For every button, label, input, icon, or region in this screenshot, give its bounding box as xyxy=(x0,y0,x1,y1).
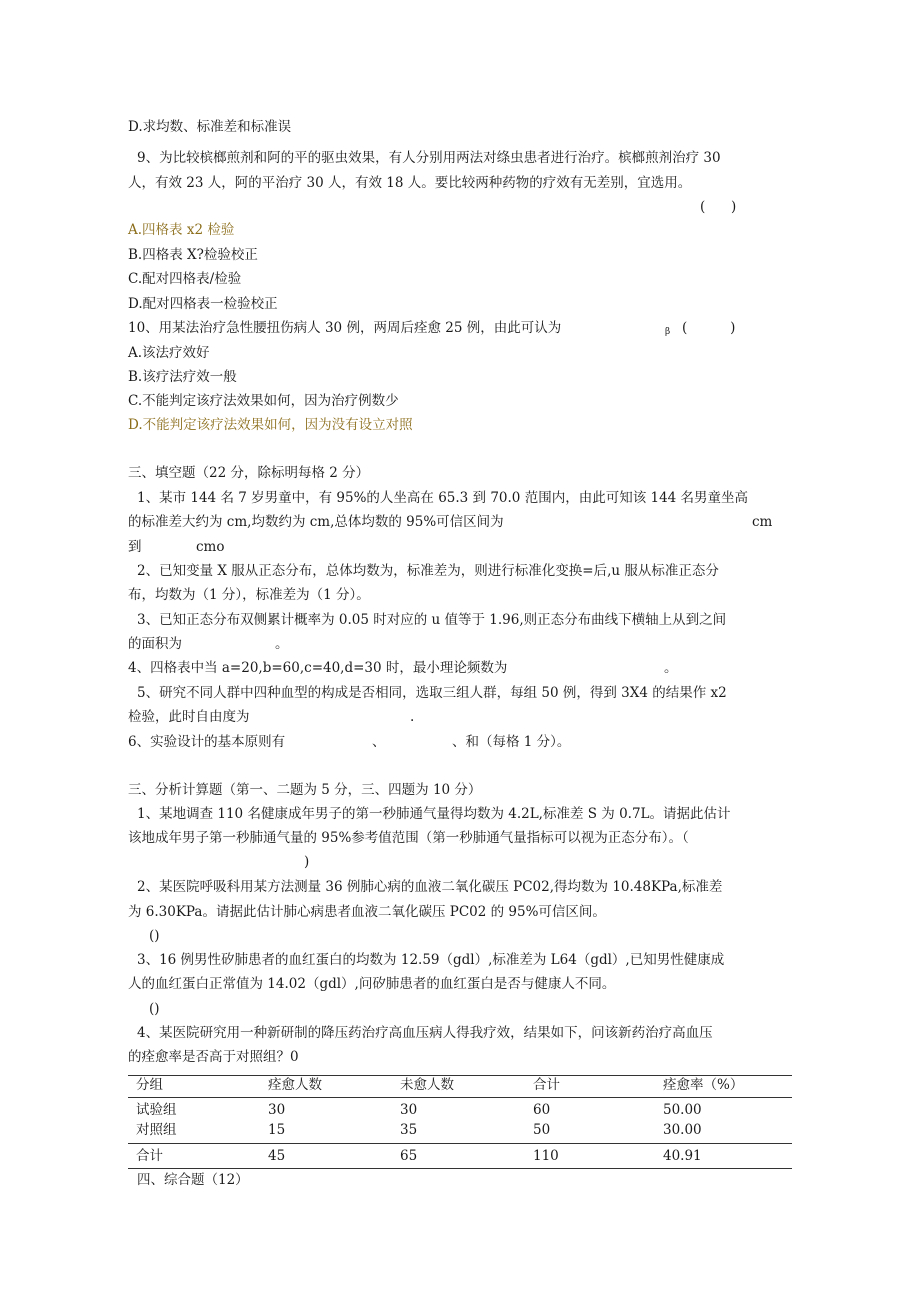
fill-q1-line2: 的标准差大约为 cm,均数约为 cm,总体均数的 95%可信区间为 xyxy=(128,514,504,530)
table-row-test-rate: 50.00 xyxy=(663,1102,702,1118)
fill-section-heading: 三、填空题（22 分，除标明每格 2 分） xyxy=(128,465,370,481)
fill-q3-end: 。 xyxy=(275,636,289,652)
calc-q4-line1: 4、某医院研究用一种新研制的降压药治疗高血压病人得我疗效，结果如下，问该新药治疗高血压 xyxy=(137,1025,713,1041)
q10-option-b: B.该疗法疗效一般 xyxy=(128,369,237,385)
calc-q3-line2: 人的血红蛋白正常值为 14.02（gdl）,问矽肺患者的血红蛋白是否与健康人不同。 xyxy=(128,976,616,992)
table-total-uncured: 65 xyxy=(400,1148,418,1164)
q10-option-a: A.该法疗效好 xyxy=(128,345,210,361)
q9-stem-line2: 人，有效 23 人，阿的平治疗 30 人，有效 18 人。要比较两种药物的疗效有无差别，宜选用。 xyxy=(128,175,692,191)
q9-option-d: D.配对四格表一检验校正 xyxy=(128,296,278,312)
fill-q6-part1: 6、实验设计的基本原则有 xyxy=(128,734,286,750)
fill-q1-line1: 1、某市 144 名 7 岁男童中，有 95%的人坐高在 65.3 到 70.0 范围内，由此可知该 144 名男童坐高 xyxy=(137,490,749,506)
fill-q6-part3: 、和（每格 1 分）。 xyxy=(452,734,571,750)
fill-q3-line2: 的面积为 xyxy=(128,636,182,652)
calc-q4-line2: 的痊愈率是否高于对照组？0 xyxy=(128,1049,299,1065)
table-row-test-uncured: 30 xyxy=(400,1102,418,1118)
calc-q1-line1: 1、某地调查 110 名健康成年男子的第一秒肺通气量得均数为 4.2L,标准差 S 为 0.7L。请据此估计 xyxy=(137,806,731,822)
table-total-rate: 40.91 xyxy=(663,1148,702,1164)
fill-q1-unit-end: cmo xyxy=(196,539,225,555)
q10-answer-blank: ( ) xyxy=(682,320,736,336)
calc-section-heading: 三、分析计算题（第一、二题为 5 分，三、四题为 10 分） xyxy=(128,782,482,798)
calc-q3-line3: () xyxy=(149,1001,160,1017)
fill-q3-line1: 3、已知正态分布双侧累计概率为 0.05 时对应的 u 值等于 1.96,则正态分布曲线下横轴上从到之间 xyxy=(137,612,727,628)
fill-q5-line1: 5、研究不同人群中四种血型的构成是否相同，选取三组人群，每组 50 例，得到 3X4 的结果作 x2 xyxy=(137,685,727,701)
calc-q1-line2: 该地成年男子第一秒肺通气量的 95%参考值范围（第一秒肺通气量指标可以视为正态分布）。（ xyxy=(128,830,689,846)
q8-option-d: D.求均数、标准差和标准误 xyxy=(128,119,292,135)
fill-q2-line2: 布，均数为（1 分），标准差为（1 分）。 xyxy=(128,587,370,603)
table-top-rule xyxy=(128,1075,792,1076)
table-total-label: 合计 xyxy=(136,1148,163,1164)
calc-q2-line2: 为 6.30KPa。请据此估计肺心病患者血液二氧化碳压 PC02 的 95%可信区间。 xyxy=(128,904,606,920)
table-header-rate: 痊愈率（%） xyxy=(663,1077,744,1093)
q9-stem-line1: 9、为比较槟榔煎剂和阿的平的驱虫效果，有人分别用两法对绦虫患者进行治疗。槟榔煎剂治疗 30 xyxy=(137,150,721,166)
q9-option-a: A.四格表 x2 检验 xyxy=(128,222,235,238)
calc-q1-line3: ) xyxy=(304,854,310,870)
table-header-rule xyxy=(128,1097,792,1098)
fill-q5-line2: 检验，此时自由度为 xyxy=(128,709,250,725)
section4-heading: 四、综合题（12） xyxy=(137,1172,249,1188)
q10-stem: 10、用某法治疗急性腰扭伤病人 30 例，两周后痊愈 25 例，由此可认为 xyxy=(128,320,562,336)
table-header-uncured: 未愈人数 xyxy=(400,1077,454,1093)
table-total-rule xyxy=(128,1143,792,1144)
table-row-control-group: 对照组 xyxy=(136,1122,177,1138)
calc-q3-line1: 3、16 例男性矽肺患者的血红蛋白的均数为 12.59（gdl）,标准差为 L64（gdl）,已知男性健康成 xyxy=(137,952,725,968)
q10-mark: β xyxy=(665,327,671,337)
table-row-control-uncured: 35 xyxy=(400,1122,418,1138)
fill-q4-line1: 4、四格表中当 a=20,b=60,c=40,d=30 时，最小理论频数为 xyxy=(128,660,508,676)
table-total-total: 110 xyxy=(533,1148,559,1164)
table-row-control-rate: 30.00 xyxy=(663,1122,702,1138)
fill-q5-end: . xyxy=(410,709,415,725)
table-row-control-total: 50 xyxy=(533,1122,551,1138)
q10-option-d: D.不能判定该疗法效果如何，因为没有设立对照 xyxy=(128,417,413,433)
fill-q1-unit: cm xyxy=(752,514,773,530)
table-header-group: 分组 xyxy=(136,1077,163,1093)
q9-option-b: B.四格表 X?检验校正 xyxy=(128,247,258,263)
calc-q2-line1: 2、某医院呼吸科用某方法测量 36 例肺心病的血液二氧化碳压 PC02,得均数为 10.48KPa,标准差 xyxy=(137,879,723,895)
table-row-control-cured: 15 xyxy=(268,1122,286,1138)
fill-q2-line1: 2、已知变量 X 服从正态分布，总体均数为，标准差为，则进行标准化变换=后,u 服从标准正态分 xyxy=(137,563,719,579)
fill-q6-part2: 、 xyxy=(372,734,386,750)
q10-option-c: C.不能判定该疗法效果如何，因为治疗例数少 xyxy=(128,393,399,409)
fill-q1-to: 到 xyxy=(128,539,142,555)
table-row-test-cured: 30 xyxy=(268,1102,286,1118)
table-header-total: 合计 xyxy=(533,1077,560,1093)
table-header-cured: 痊愈人数 xyxy=(268,1077,322,1093)
table-row-test-group: 试验组 xyxy=(136,1102,177,1118)
q9-answer-blank: ( ) xyxy=(700,199,737,215)
fill-q4-end: 。 xyxy=(664,660,678,676)
table-bottom-rule xyxy=(128,1168,792,1169)
table-total-cured: 45 xyxy=(268,1148,286,1164)
calc-q2-line3: () xyxy=(149,928,160,944)
table-row-test-total: 60 xyxy=(533,1102,551,1118)
q9-option-c: C.配对四格表/检验 xyxy=(128,271,242,287)
